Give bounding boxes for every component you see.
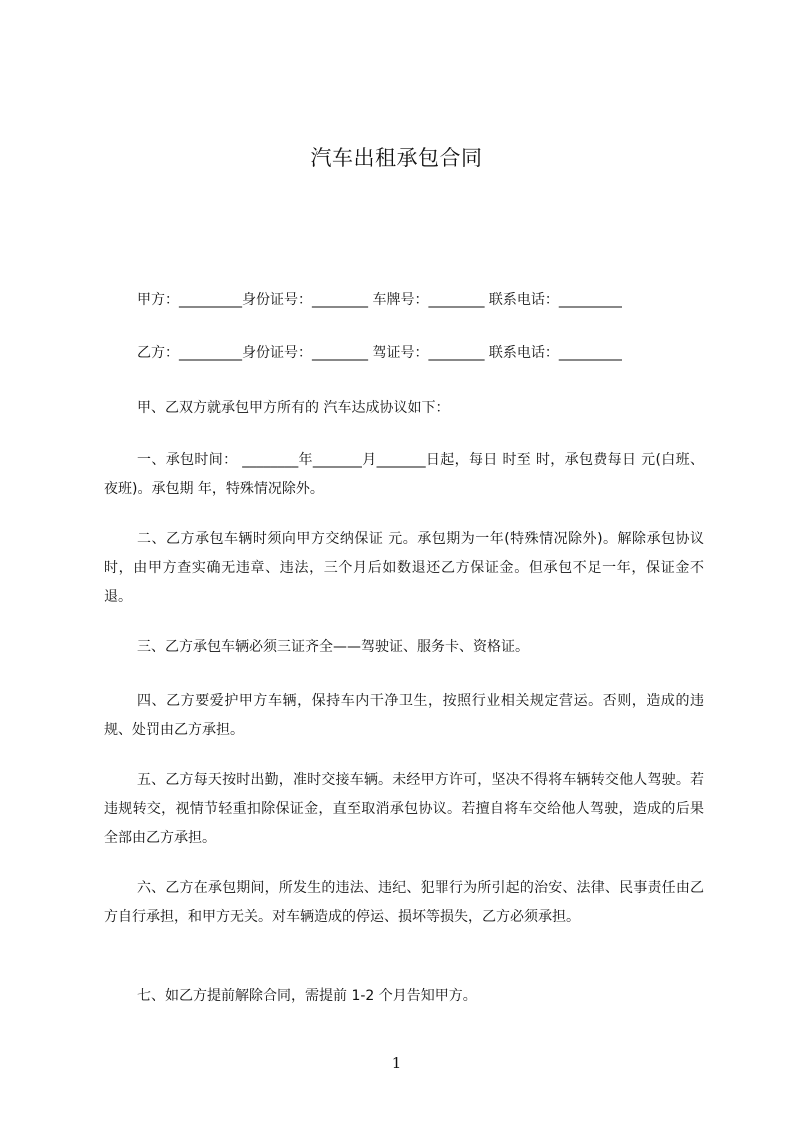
party-b-line: 乙方：_________身份证号：________ 驾证号：________ 联系电话：_________	[137, 345, 622, 361]
agreement-intro: 甲、乙双方就承包甲方所有的 汽车达成协议如下：	[137, 400, 450, 416]
page-number: 1	[391, 1054, 402, 1072]
party-a-line: 甲方：_________身份证号：________ 车牌号：________ 联系电话：_________	[137, 292, 622, 308]
clause-2: 二、乙方承包车辆时须向甲方交纳保证 元。承包期为一年(特殊情况除外)。解除承包协议时，由甲方查实确无违章、违法，三个月后如数退还乙方保证金。但承包不足一年，保证金不退。	[104, 531, 704, 605]
clause-7: 七、如乙方提前解除合同，需提前 1-2 个月告知甲方。	[137, 988, 477, 1004]
document-title: 汽车出租承包合同	[310, 146, 483, 170]
clause-4: 四、乙方要爱护甲方车辆，保持车内干净卫生，按照行业相关规定营运。否则，造成的违规、处罚由乙方承担。	[104, 693, 704, 738]
clause-1: 一、承包时间： ________年_______月_______日起，每日 时至 时，承包费每日 元(白班、夜班)。承包期 年，特殊情况除外。	[104, 452, 704, 497]
clause-3: 三、乙方承包车辆必须三证齐全——驾驶证、服务卡、资格证。	[137, 639, 529, 655]
clause-6: 六、乙方在承包期间，所发生的违法、违纪、犯罪行为所引起的治安、法律、民事责任由乙方自行承担，和甲方无关。对车辆造成的停运、损坏等损失，乙方必须承担。	[104, 880, 704, 925]
clause-5: 五、乙方每天按时出勤，准时交接车辆。未经甲方许可，坚决不得将车辆转交他人驾驶。若违规转交，视情节轻重扣除保证金，直至取消承包协议。若擅自将车交给他人驾驶，造成的后果全部由乙方承担。	[104, 772, 704, 846]
